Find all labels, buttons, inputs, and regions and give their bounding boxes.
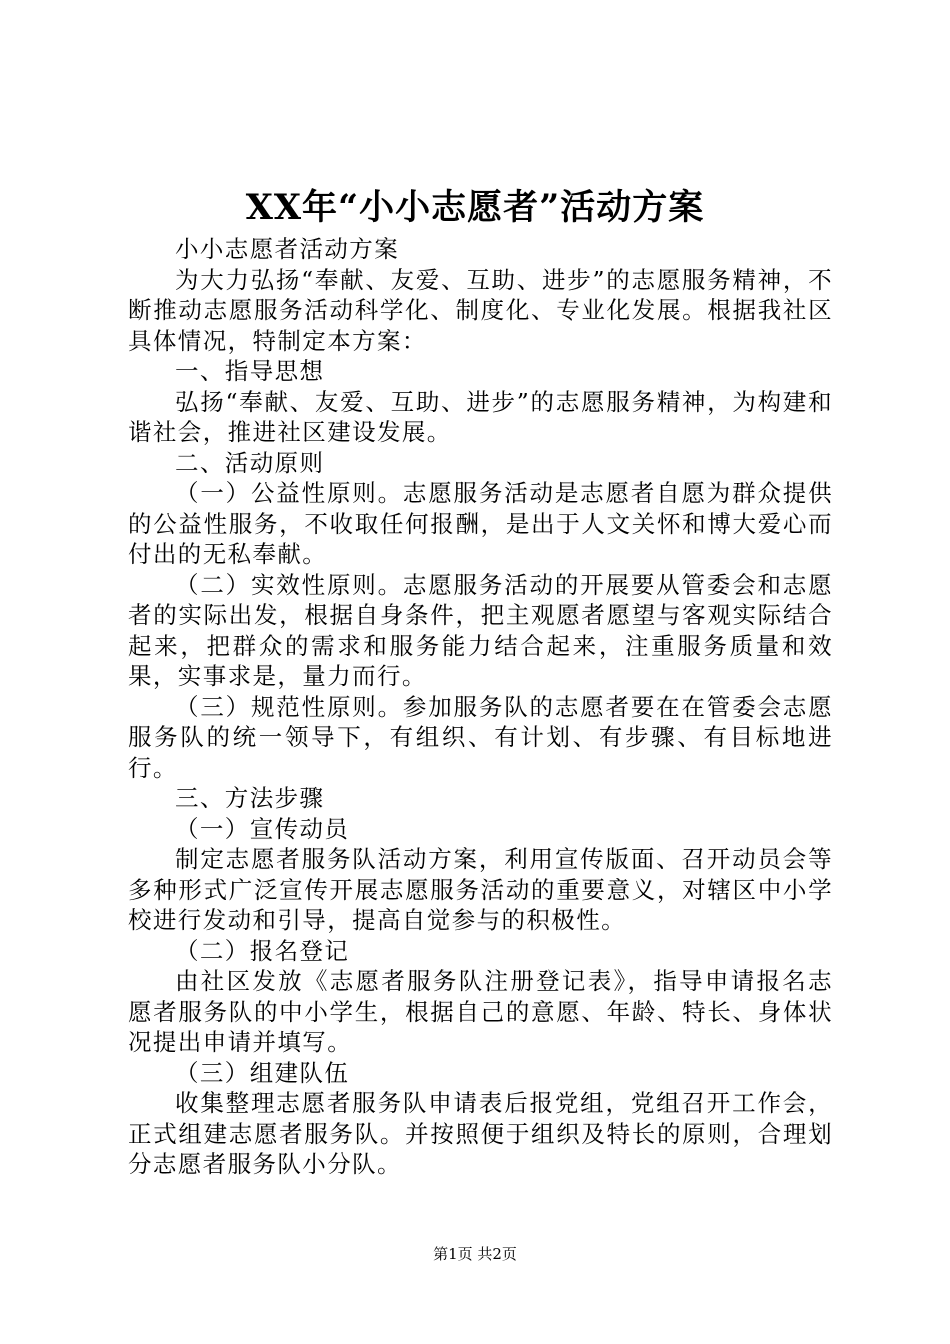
paragraph-team-building: 收集整理志愿者服务队申请表后报党组，党组召开工作会，正式组建志愿者服务队。并按照便于组织及特长的原则，合理划分志愿者服务队小分队。 — [128, 1089, 833, 1178]
subheading-registration: （二）报名登记 — [175, 936, 350, 965]
paragraph-registration: 由社区发放《志愿者服务队注册登记表》，指导申请报名志愿者服务队的中小学生，根据自己的意愿、年龄、特长、身体状况提出申请并填写。 — [128, 967, 833, 1056]
section-heading-methods: 三、方法步骤 — [175, 784, 325, 812]
paragraph-intro: 为大力弘扬“奉献、友爱、互助、进步”的志愿服务精神，不断推动志愿服务活动科学化、制度化、专业化发展。根据我社区具体情况，特制定本方案： — [128, 265, 833, 355]
document-body — [128, 234, 833, 1180]
paragraph-principle-standardization: （三）规范性原则。参加服务队的志愿者要在在管委会志愿服务队的统一领导下，有组织、有计划、有步骤、有目标地进行。 — [128, 692, 833, 782]
paragraph-subtitle: 小小志愿者活动方案 — [175, 235, 400, 263]
section-heading-guiding-thought: 一、指导思想 — [175, 357, 325, 385]
document-title: XX年“小小志愿者”活动方案 — [245, 187, 705, 228]
paragraph-publicity: 制定志愿者服务队活动方案，利用宣传版面、召开动员会等多种形式广泛宣传开展志愿服务活动的重要意义，对辖区中小学校进行发动和引导，提高自觉参与的积极性。 — [128, 845, 833, 934]
subheading-publicity: （一）宣传动员 — [175, 814, 350, 843]
paragraph-guiding-thought: 弘扬“奉献、友爱、互助、进步”的志愿服务精神，为构建和谐社会，推进社区建设发展。 — [128, 387, 833, 446]
subheading-team-building: （三）组建队伍 — [175, 1058, 350, 1087]
paragraph-principle-effectiveness: （二）实效性原则。志愿服务活动的开展要从管委会和志愿者的实际出发，根据自身条件，把主观愿者愿望与客观实际结合起来，把群众的需求和服务能力结合起来，注重服务质量和效果，实事求是，量力而行。 — [128, 570, 833, 690]
page-indicator: 第1页 共2页 — [433, 1245, 517, 1263]
paragraph-principle-public-welfare: （一）公益性原则。志愿服务活动是志愿者自愿为群众提供的公益性服务，不收取任何报酬，是出于人文关怀和博大爱心而付出的无私奉献。 — [128, 479, 833, 568]
section-heading-principles: 二、活动原则 — [175, 448, 325, 477]
